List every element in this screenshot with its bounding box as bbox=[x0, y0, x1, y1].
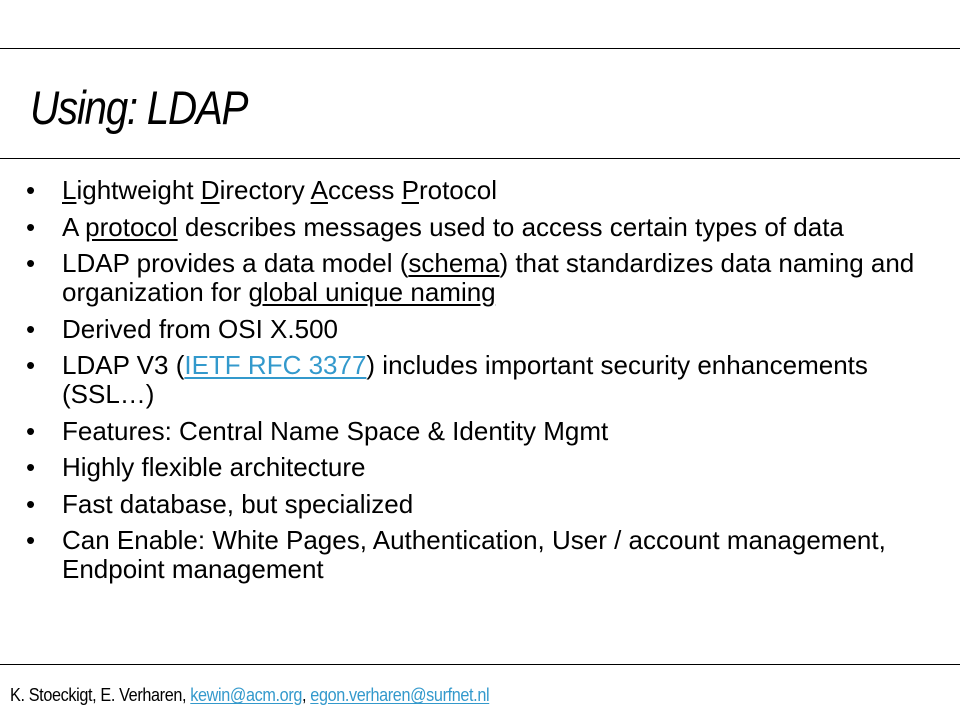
bullet-icon: • bbox=[26, 248, 36, 278]
bullet-icon: • bbox=[26, 211, 36, 242]
top-divider bbox=[0, 48, 960, 49]
bullet-icon: • bbox=[26, 415, 36, 446]
bullet-text: describes messages used to access certain types of data bbox=[177, 211, 844, 242]
bullet-text: irectory bbox=[219, 175, 311, 205]
footer-email-link-egon[interactable]: egon.verharen@surfnet.nl bbox=[310, 685, 490, 705]
bullet-text: LDAP provides a data model ( bbox=[62, 248, 409, 278]
bullet-text: ccess bbox=[327, 175, 402, 205]
bullet-text: Features: Central Name Space & Identity Mgmt bbox=[62, 415, 609, 446]
bullet-list bbox=[26, 176, 926, 592]
bullet-icon: • bbox=[26, 175, 36, 205]
bullet-text: LDAP V3 ( bbox=[62, 350, 185, 380]
bullet-text: Fast database, but specialized bbox=[62, 488, 414, 519]
bullet-item bbox=[26, 526, 926, 584]
slide-title: Using: LDAP bbox=[30, 81, 248, 134]
bullet-text: ightweight bbox=[76, 175, 201, 205]
bullet-item bbox=[26, 417, 926, 446]
underlined-term: schema bbox=[408, 248, 500, 278]
underlined-term: global unique naming bbox=[248, 277, 496, 307]
underlined-term: D bbox=[200, 175, 220, 205]
footer-email-link-kewin[interactable]: kewin@acm.org bbox=[190, 685, 303, 705]
underlined-term: L bbox=[62, 175, 77, 205]
bullet-text: rotocol bbox=[418, 175, 498, 205]
underlined-term: P bbox=[401, 175, 419, 205]
underlined-term: A bbox=[310, 175, 328, 205]
footer-authors: K. Stoeckigt, E. Verharen, bbox=[10, 685, 191, 705]
bullet-item bbox=[26, 176, 926, 205]
title-divider bbox=[0, 158, 960, 159]
bullet-icon: • bbox=[26, 313, 36, 344]
bullet-item bbox=[26, 249, 926, 307]
bullet-item bbox=[26, 315, 926, 344]
bullet-item bbox=[26, 351, 926, 409]
bullet-icon: • bbox=[26, 525, 36, 555]
footer-separator: , bbox=[302, 685, 311, 705]
underlined-term: protocol bbox=[85, 211, 178, 242]
bullet-icon: • bbox=[26, 452, 36, 482]
bullet-text: A bbox=[62, 211, 86, 242]
bullet-text: Can Enable: White Pages, Authentication, User / account management, Endpoint management bbox=[62, 525, 886, 584]
bullet-icon: • bbox=[26, 350, 36, 380]
bullet-text: ) that standardizes data naming and organization for bbox=[62, 248, 915, 307]
footer bbox=[10, 684, 489, 706]
bullet-text: Highly flexible architecture bbox=[62, 452, 366, 482]
footer-divider bbox=[0, 664, 960, 665]
bullet-item bbox=[26, 213, 926, 242]
bullet-item bbox=[26, 490, 926, 519]
bullet-item bbox=[26, 453, 926, 482]
bullet-text: Derived from OSI X.500 bbox=[62, 313, 338, 344]
bullet-text: ) includes important security enhancements (SSL…) bbox=[62, 350, 868, 409]
bullet-icon: • bbox=[26, 488, 36, 519]
rfc-link[interactable]: IETF RFC 3377 bbox=[184, 350, 367, 380]
